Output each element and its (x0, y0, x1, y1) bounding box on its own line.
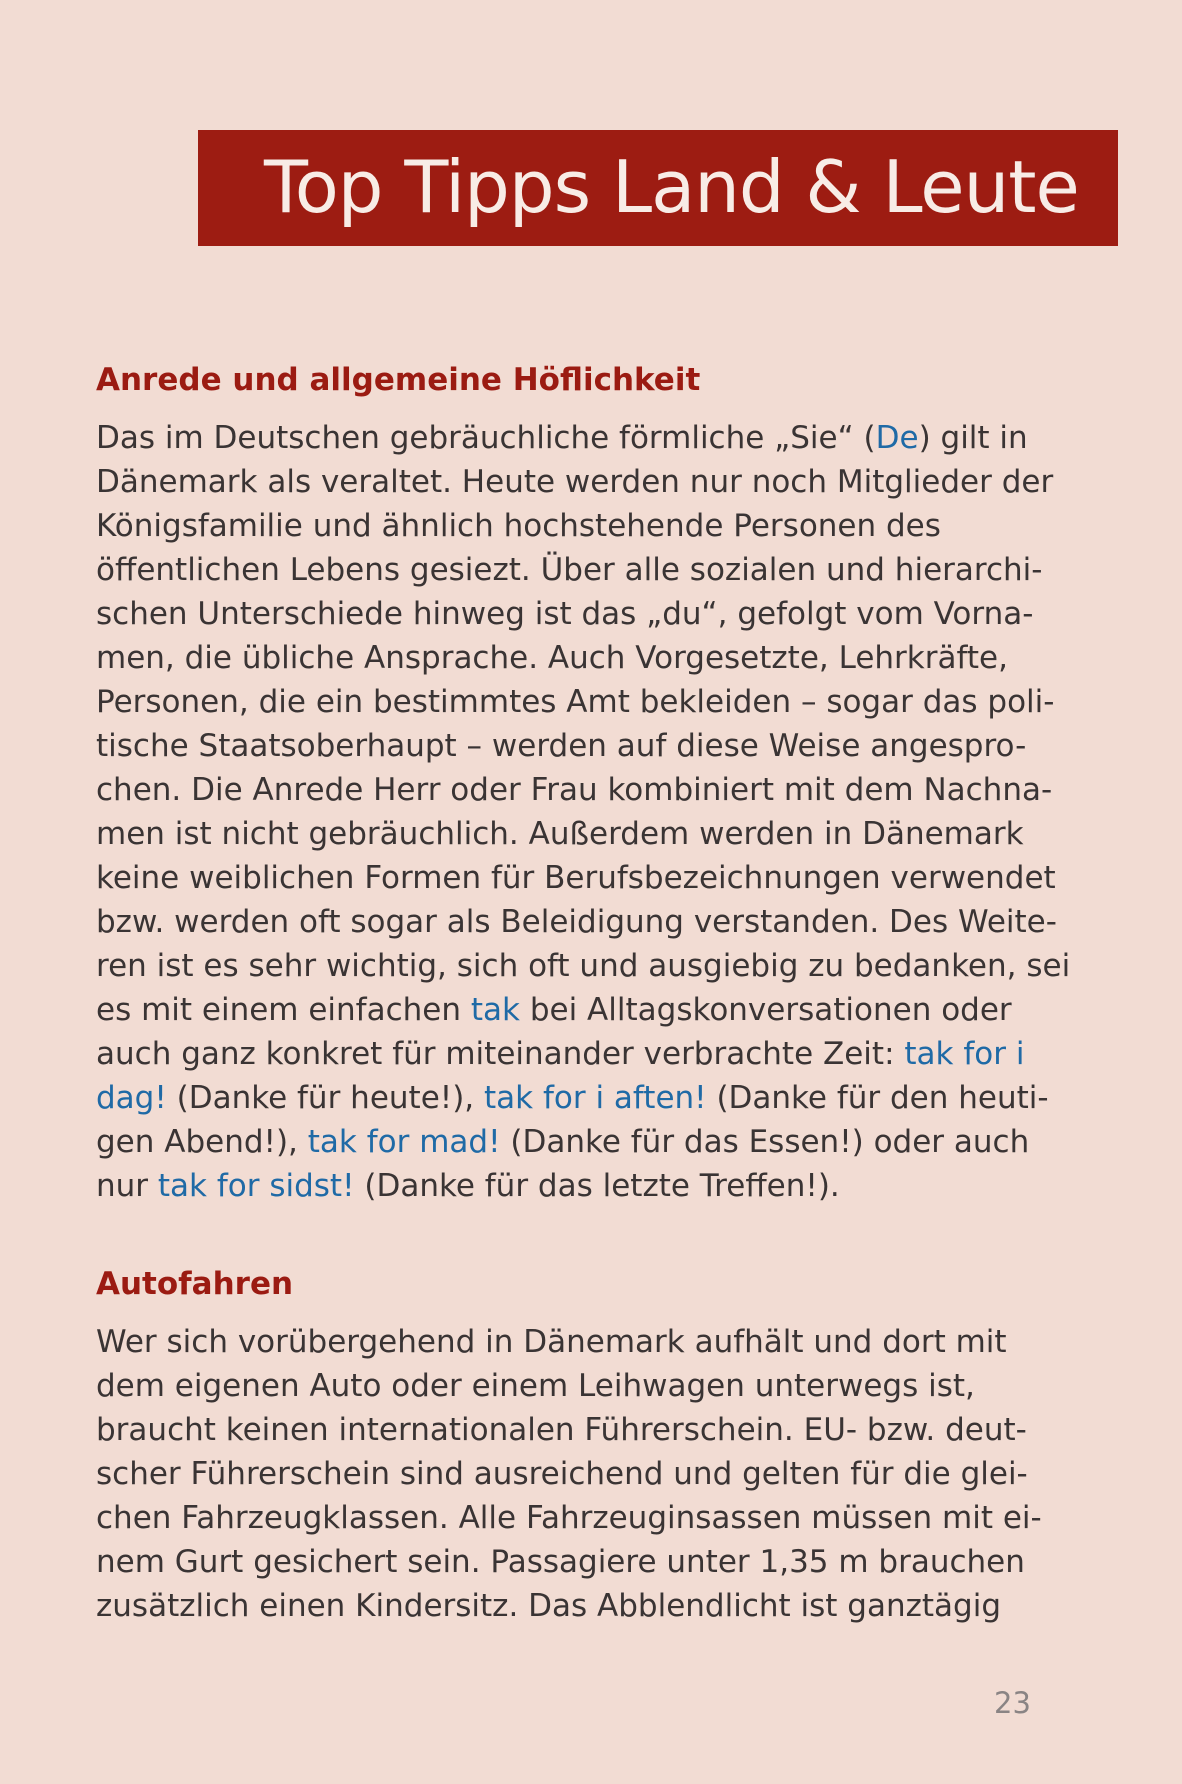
text-segment: Personen, die ein bestimmtes Amt bekleiden – sogar das poli- (96, 684, 1055, 720)
text-line (96, 548, 1096, 592)
danish-term: De (875, 420, 919, 456)
text-line (96, 1584, 1096, 1628)
text-line (96, 504, 1096, 548)
text-line (96, 724, 1096, 768)
text-segment: keine weiblichen Formen für Berufsbezeichnungen verwendet (96, 860, 1056, 896)
text-segment: men ist nicht gebräuchlich. Außerdem werden in Dänemark (96, 816, 1024, 852)
text-line (96, 988, 1096, 1032)
text-line (96, 1408, 1096, 1452)
text-segment: ren ist es sehr wichtig, sich oft und ausgiebig zu bedanken, sei (96, 948, 1071, 984)
text-line (96, 460, 1096, 504)
text-segment: gen Abend!), (96, 1124, 308, 1160)
text-line (96, 768, 1096, 812)
danish-term: tak for i aften! (484, 1080, 707, 1116)
text-line (96, 1540, 1096, 1584)
title-banner (198, 130, 1118, 246)
text-segment: (Danke für heute!), (166, 1080, 485, 1116)
text-segment: braucht keinen internationalen Führerschein. EU- bzw. deut- (96, 1412, 1027, 1448)
text-segment: nem Gurt gesichert sein. Passagiere unter 1,35 m brauchen (96, 1544, 1025, 1580)
text-segment: Wer sich vorübergehend in Dänemark aufhält und dort mit (96, 1324, 1007, 1360)
text-segment: bei Alltagskonversationen oder (519, 992, 1012, 1028)
text-line (96, 1076, 1096, 1120)
text-segment: tische Staatsoberhaupt – werden auf diese Weise angespro- (96, 728, 1027, 764)
text-segment: bzw. werden oft sogar als Beleidigung verstanden. Des Weite- (96, 904, 1057, 940)
danish-term: tak for sidst! (157, 1168, 355, 1204)
text-line (96, 592, 1096, 636)
text-segment: (Danke für den heuti- (706, 1080, 1049, 1116)
text-line (96, 900, 1096, 944)
text-segment: chen. Die Anrede Herr oder Frau kombiniert mit dem Nachna- (96, 772, 1053, 808)
text-segment: ) gilt in (918, 420, 1028, 456)
section-body-anrede (96, 416, 1096, 1208)
text-segment: Das im Deutschen gebräuchliche förmliche „Sie“ ( (96, 420, 876, 456)
text-segment: scher Führerschein sind ausreichend und gelten für die glei- (96, 1456, 1028, 1492)
text-segment: Königsfamilie und ähnlich hochstehende Personen des (96, 508, 941, 544)
text-line (96, 1320, 1096, 1364)
text-line (96, 856, 1096, 900)
text-line (96, 1120, 1096, 1164)
section-body-autofahren (96, 1320, 1096, 1628)
text-line (96, 812, 1096, 856)
page-title: Top Tipps Land & Leute (264, 145, 1079, 229)
text-segment: es mit einem einfachen (96, 992, 471, 1028)
text-segment: (Danke für das letzte Treffen!). (354, 1168, 840, 1204)
text-segment: auch ganz konkret für miteinander verbrachte Zeit: (96, 1036, 905, 1072)
danish-term: tak (470, 992, 520, 1028)
section-heading-anrede: Anrede und allgemeine Höflichkeit (96, 362, 701, 398)
text-line (96, 1452, 1096, 1496)
text-line (96, 680, 1096, 724)
text-segment: dem eigenen Auto oder einem Leihwagen unterwegs ist, (96, 1368, 975, 1404)
text-segment: zusätzlich einen Kindersitz. Das Abblendlicht ist ganztägig (96, 1588, 1002, 1624)
text-segment: (Danke für das Essen!) oder auch (500, 1124, 1030, 1160)
text-segment: men, die übliche Ansprache. Auch Vorgesetzte, Lehrkräfte, (96, 640, 1008, 676)
danish-term: tak for mad! (307, 1124, 501, 1160)
text-line (96, 1364, 1096, 1408)
danish-term: tak for i (904, 1036, 1025, 1072)
section-heading-autofahren: Autofahren (96, 1266, 294, 1302)
text-line (96, 944, 1096, 988)
text-segment: chen Fahrzeugklassen. Alle Fahrzeuginsassen müssen mit ei- (96, 1500, 1042, 1536)
text-segment: öffentlichen Lebens gesiezt. Über alle sozialen und hierarchi- (96, 552, 1043, 588)
text-line (96, 636, 1096, 680)
text-segment: schen Unterschiede hinweg ist das „du“, gefolgt vom Vorna- (96, 596, 1034, 632)
text-segment: Dänemark als veraltet. Heute werden nur noch Mitglieder der (96, 464, 1054, 500)
text-segment: nur (96, 1168, 158, 1204)
text-line (96, 1164, 1096, 1208)
text-line (96, 416, 1096, 460)
text-line (96, 1032, 1096, 1076)
danish-term: dag! (96, 1080, 167, 1116)
page-number: 23 (994, 1686, 1031, 1720)
text-line (96, 1496, 1096, 1540)
